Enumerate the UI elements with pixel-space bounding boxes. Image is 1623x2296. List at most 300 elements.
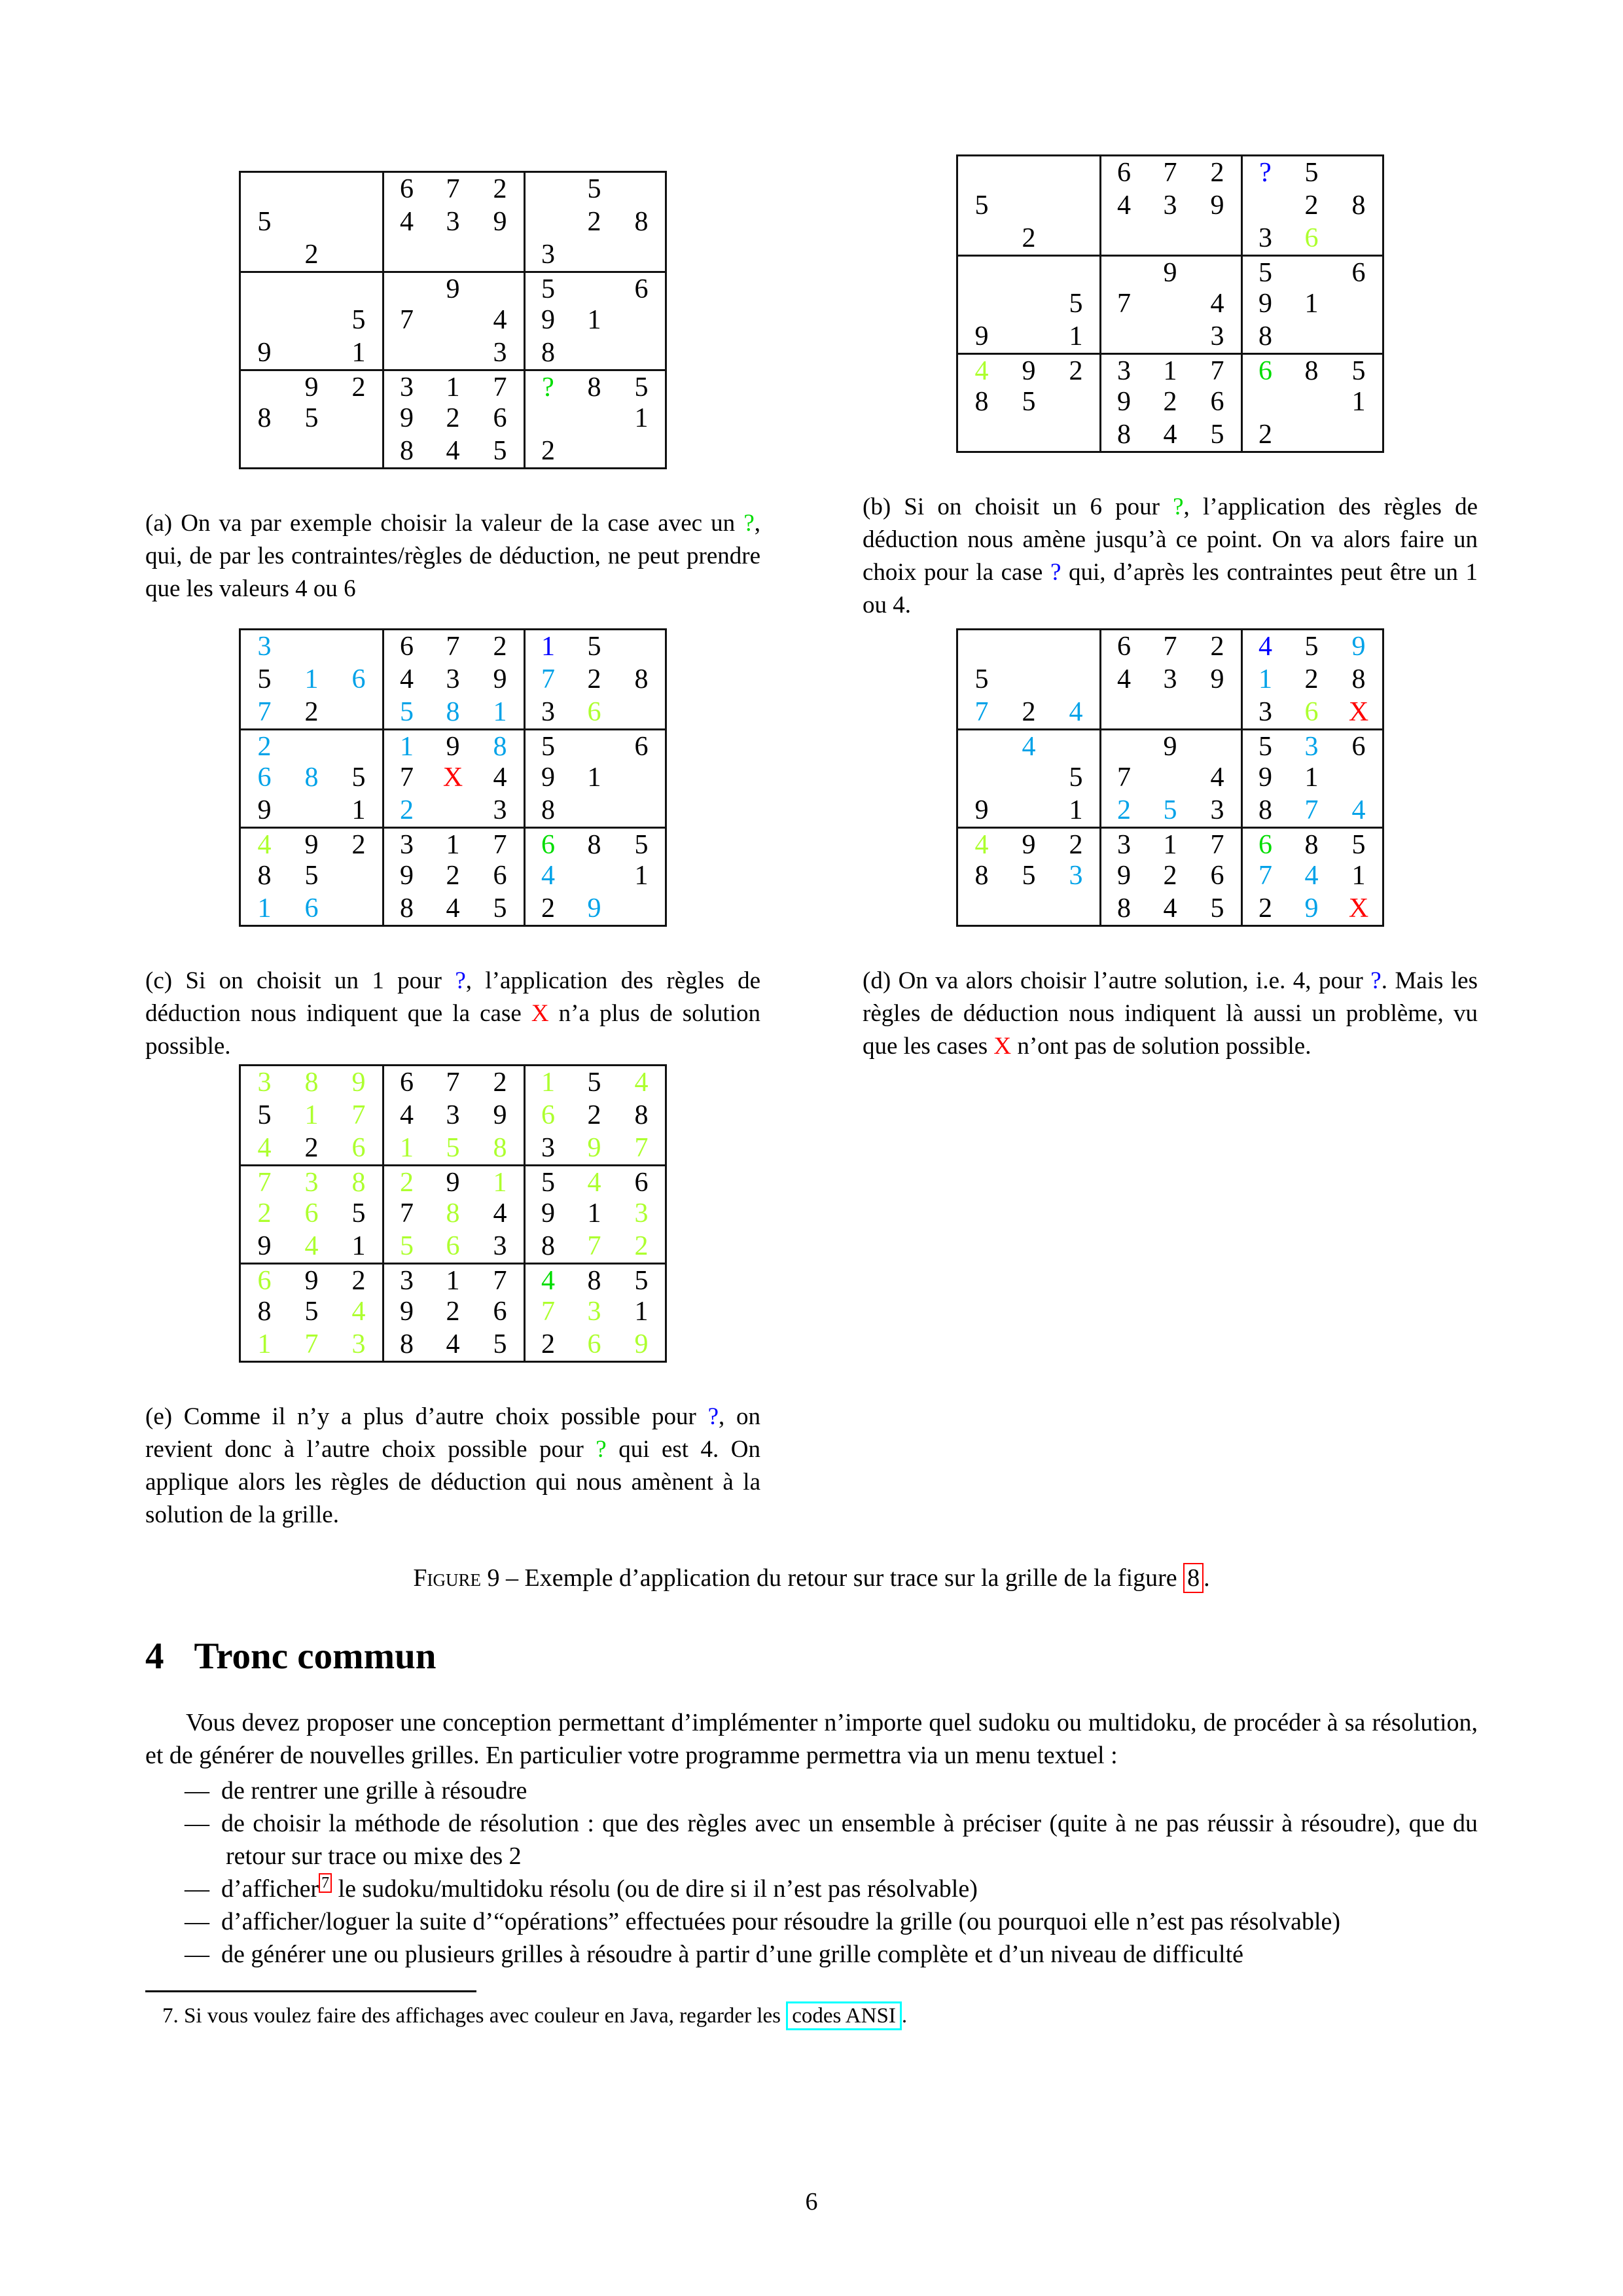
sudoku-cell: 6 — [1241, 827, 1288, 859]
colored-text: ? — [1173, 493, 1184, 520]
sudoku-cell — [335, 892, 382, 925]
sudoku-cell: 5 — [618, 369, 665, 402]
sudoku-cell — [571, 271, 618, 304]
sudoku-cell: 9 — [257, 795, 272, 825]
sudoku-cell: 7 — [1163, 158, 1177, 188]
list-item — [145, 1873, 1478, 1905]
sudoku-cell: 2 — [257, 1198, 272, 1229]
sudoku-cell: 2 — [1022, 223, 1036, 253]
sudoku-cell: 5 — [257, 664, 272, 694]
sudoku-cell: 8 — [634, 1100, 649, 1130]
sudoku-cell — [618, 238, 665, 271]
sudoku-cell: 5 — [1241, 728, 1288, 761]
sudoku-cell: 1 — [429, 827, 476, 859]
sudoku-cell: 5 — [1069, 289, 1083, 319]
sudoku-cell: 1 — [351, 1231, 366, 1261]
text-segment: d’afficher — [221, 1875, 319, 1903]
sudoku-cell: 6 — [1304, 223, 1319, 253]
sudoku-cell: 9 — [493, 664, 507, 694]
subcaption-c — [145, 965, 760, 1063]
sudoku-cell — [1099, 320, 1147, 353]
sudoku-cell: 2 — [446, 403, 460, 433]
sudoku-cell: 8 — [1241, 794, 1288, 827]
sudoku-cell — [288, 435, 335, 467]
sudoku-cell: 7 — [304, 1329, 319, 1359]
list-item-text — [221, 1810, 1478, 1870]
subfigure-b — [863, 154, 1478, 622]
sudoku-cell: 6 — [618, 1164, 665, 1197]
sudoku-cell: 2 — [241, 728, 288, 761]
sudoku-cell: 9 — [493, 1100, 507, 1130]
sudoku-cell: 4 — [958, 827, 1005, 859]
sudoku-cell: 5 — [587, 174, 601, 204]
sudoku-cell: 1 — [634, 1297, 649, 1327]
sudoku-cell: 2 — [335, 369, 382, 402]
sudoku-cell: 4 — [493, 1198, 507, 1229]
sudoku-cell — [335, 630, 382, 663]
subfigure-d — [863, 628, 1478, 1063]
sudoku-cell: 3 — [1163, 190, 1177, 221]
sudoku-cell: 3 — [446, 1100, 460, 1130]
sudoku-cell: 9 — [1147, 255, 1194, 287]
text-segment: (c) Si on choisit un 1 pour — [145, 967, 455, 994]
sudoku-cell — [618, 435, 665, 467]
sudoku-cell — [1052, 418, 1099, 451]
subfigure-e — [145, 1064, 760, 1532]
sudoku-cell — [288, 630, 335, 663]
sudoku-cell: 8 — [634, 664, 649, 694]
list-marker: — — [185, 1810, 209, 1837]
sudoku-cell: 6 — [351, 664, 366, 694]
sudoku-cell: 4 — [1210, 289, 1224, 319]
sudoku-cell: 5 — [587, 1067, 601, 1098]
sudoku-cell: 8 — [257, 403, 272, 433]
sudoku-cell — [288, 271, 335, 304]
sudoku-cell: 4 — [446, 436, 460, 466]
sudoku-cell — [1052, 630, 1099, 663]
sudoku-cell — [618, 892, 665, 925]
section-title: Tronc commun — [194, 1636, 437, 1677]
figure-ref-link[interactable]: 8 — [1183, 1563, 1204, 1593]
sudoku-cell: 4 — [1163, 420, 1177, 450]
sudoku-cell: 4 — [958, 353, 1005, 386]
sudoku-cell: 2 — [446, 1297, 460, 1327]
sudoku-cell — [335, 238, 382, 271]
colored-text: X — [993, 1033, 1012, 1060]
sudoku-cell: 5 — [1335, 353, 1382, 386]
sudoku-cell: 1 — [304, 664, 319, 694]
sudoku-cell — [335, 206, 382, 238]
sudoku-cell: 6 — [351, 1133, 366, 1163]
sudoku-cell: 9 — [382, 402, 429, 435]
sudoku-cell: 7 — [382, 1197, 429, 1230]
colored-text: ? — [743, 510, 755, 537]
sudoku-cell: 2 — [382, 1164, 429, 1197]
sudoku-cell: 8 — [382, 1328, 429, 1361]
sudoku-cell — [1241, 189, 1288, 222]
sudoku-cell — [1099, 728, 1147, 761]
sudoku-cell: 8 — [257, 1297, 272, 1327]
sudoku-cell: 9 — [382, 1295, 429, 1328]
sudoku-cell: 9 — [1005, 353, 1052, 386]
sudoku-cell: 4 — [382, 206, 429, 238]
sudoku-cell: 5 — [351, 762, 366, 793]
sudoku-cell: 8 — [446, 697, 460, 727]
sudoku-cell — [524, 206, 571, 238]
sudoku-cell: 3 — [1241, 696, 1288, 728]
sudoku-cell: 2 — [335, 1263, 382, 1295]
sudoku-cell: 3 — [634, 1198, 649, 1229]
sudoku-cell — [1335, 287, 1382, 320]
sudoku-cell: 7 — [257, 697, 272, 727]
sudoku-cell: 5 — [1022, 861, 1036, 891]
sudoku-cell: 6 — [382, 630, 429, 663]
text-segment: , l’application des règles de déduction nous amène jusqu’à ce point. On va alors faire un choix pour la case — [863, 493, 1478, 586]
sudoku-cell: 2 — [587, 664, 601, 694]
sudoku-cell — [288, 304, 335, 336]
list-item-text — [221, 1941, 1243, 1968]
sudoku-cell: 9 — [288, 369, 335, 402]
text-segment: de choisir la méthode de résolution : que des règles avec un ensemble à préciser (quite à ne pas réussir à résoudre), que du retour sur trace ou mixe des 2 — [221, 1810, 1478, 1870]
sudoku-cell: 1 — [1069, 795, 1083, 825]
sudoku-cell — [476, 238, 524, 271]
sudoku-cell: 6 — [524, 827, 571, 859]
sudoku-cell: 3 — [524, 238, 571, 271]
sudoku-cell: 9 — [634, 1329, 649, 1359]
sudoku-cell: 2 — [634, 1231, 649, 1261]
sudoku-cell: 8 — [335, 1164, 382, 1197]
sudoku-cell: 5 — [493, 893, 507, 924]
sudoku-cell — [429, 304, 476, 336]
sudoku-cell: 3 — [493, 338, 507, 368]
text-segment: (b) Si on choisit un 6 pour — [863, 493, 1173, 520]
sudoku-cell — [1241, 386, 1288, 418]
sudoku-cell: 5 — [524, 728, 571, 761]
sudoku-cell — [1147, 761, 1194, 794]
sudoku-cell: 8 — [1099, 892, 1147, 925]
sudoku-cell: 3 — [257, 1067, 272, 1098]
sudoku-cell: 3 — [493, 1231, 507, 1261]
sudoku-cell: 4 — [1099, 189, 1147, 222]
sudoku-cell — [1335, 761, 1382, 794]
sudoku-cell: 9 — [1005, 827, 1052, 859]
colored-text: ? — [1050, 559, 1061, 586]
sudoku-cell: 5 — [257, 1100, 272, 1130]
sudoku-cell — [571, 794, 618, 827]
sudoku-cell: 5 — [524, 271, 571, 304]
sudoku-cell: 9 — [429, 728, 476, 761]
sudoku-cell: 9 — [1210, 190, 1224, 221]
sudoku-cell: 6 — [304, 893, 319, 924]
sudoku-cell — [1005, 794, 1052, 827]
sudoku-cell: 2 — [304, 697, 319, 727]
sudoku-cell — [1005, 418, 1052, 451]
sudoku-cell: 3 — [288, 1164, 335, 1197]
sudoku-cell — [958, 630, 1005, 663]
sudoku-cell: 2 — [382, 794, 429, 827]
sudoku-cell: 9 — [1147, 728, 1194, 761]
sudoku-cell: 5 — [1210, 893, 1224, 924]
sudoku-cell — [288, 794, 335, 827]
sudoku-cell: 3 — [587, 1297, 601, 1327]
sudoku-cell: 8 — [1288, 827, 1335, 859]
sudoku-cell: 9 — [1351, 632, 1366, 662]
sudoku-cell: 6 — [1335, 728, 1382, 761]
sudoku-cell — [241, 238, 288, 271]
text-segment: de rentrer une grille à résoudre — [221, 1777, 527, 1804]
sudoku-cell: 6 — [257, 762, 272, 793]
sudoku-cell: 9 — [524, 1197, 571, 1230]
sudoku-cell — [958, 418, 1005, 451]
sudoku-cell: 7 — [476, 1263, 524, 1295]
sudoku-cell: 5 — [974, 190, 989, 221]
list-item — [145, 1807, 1478, 1873]
sudoku-cell: 2 — [1241, 892, 1288, 925]
sudoku-cell: 1 — [1351, 387, 1366, 417]
text-segment: . — [1204, 1564, 1210, 1592]
sudoku-cell: 7 — [524, 663, 571, 696]
sudoku-cell — [571, 402, 618, 435]
sudoku-cell: 8 — [1351, 190, 1366, 221]
sudoku-cell: 9 — [257, 1231, 272, 1261]
sudoku-cell — [1052, 663, 1099, 696]
sudoku-cell: 1 — [1304, 762, 1319, 793]
sudoku-cell: 6 — [1241, 353, 1288, 386]
sudoku-cell: 5 — [1022, 387, 1036, 417]
sudoku-cell — [1052, 222, 1099, 255]
sudoku-cell — [429, 238, 476, 271]
sudoku-cell: 4 — [1210, 762, 1224, 793]
sudoku-cell: 3 — [1241, 222, 1288, 255]
sudoku-cell: 7 — [1241, 859, 1288, 892]
sudoku-cell — [958, 222, 1005, 255]
sudoku-cell: 4 — [634, 1067, 649, 1098]
text-segment: Figure — [413, 1564, 481, 1592]
sudoku-grid-a — [239, 171, 667, 469]
sudoku-cell — [1335, 320, 1382, 353]
subfigure-c — [145, 628, 760, 1063]
text-segment: n’ont pas de solution possible. — [1011, 1033, 1311, 1060]
sudoku-cell: 5 — [1304, 158, 1319, 188]
sudoku-cell: 4 — [493, 762, 507, 793]
sudoku-cell: 6 — [241, 1263, 288, 1295]
sudoku-cell: 6 — [618, 728, 665, 761]
sudoku-cell — [335, 173, 382, 206]
sudoku-cell: 4 — [493, 305, 507, 335]
sudoku-cell: 9 — [429, 271, 476, 304]
sudoku-cell: 8 — [634, 207, 649, 237]
sudoku-cell: X — [442, 762, 463, 793]
sudoku-cell — [241, 435, 288, 467]
footnote — [145, 2001, 1478, 2030]
sudoku-cell: 5 — [618, 1263, 665, 1295]
sudoku-cell: ? — [1241, 156, 1288, 189]
list-item-text — [221, 1777, 527, 1804]
sudoku-cell: 9 — [1099, 859, 1147, 892]
sudoku-cell: 2 — [1210, 158, 1224, 188]
sudoku-cell: 5 — [1304, 632, 1319, 662]
sudoku-cell: 2 — [524, 435, 571, 467]
sudoku-cell — [335, 696, 382, 728]
sudoku-cell: 5 — [493, 1329, 507, 1359]
text-segment: d’afficher/loguer la suite d’“opérations” effectuées pour résoudre la grille (ou pourquoi elle n’est pas résolvable) — [221, 1908, 1341, 1935]
sudoku-cell: 8 — [974, 387, 989, 417]
subcaption-a — [145, 507, 760, 605]
sudoku-cell: 6 — [446, 1231, 460, 1261]
sudoku-cell: 9 — [493, 207, 507, 237]
subfigure-row-1 — [145, 154, 1478, 622]
sudoku-cell: 6 — [382, 173, 429, 206]
sudoku-cell — [1194, 728, 1241, 761]
figure-caption — [145, 1562, 1478, 1594]
sudoku-cell: 3 — [351, 1329, 366, 1359]
sudoku-cell: 7 — [974, 697, 989, 727]
sudoku-cell — [1147, 222, 1194, 255]
sudoku-cell: 6 — [587, 1329, 601, 1359]
subfigure-a — [145, 171, 760, 605]
list-item — [145, 1905, 1478, 1938]
text-segment: 7. Si vous voulez faire des affichages avec couleur en Java, regarder les — [162, 2004, 787, 2028]
sudoku-cell: 4 — [382, 663, 429, 696]
sudoku-cell: 2 — [335, 827, 382, 859]
sudoku-cell: 5 — [1241, 255, 1288, 287]
sudoku-cell: 6 — [304, 1198, 319, 1229]
sudoku-cell — [382, 336, 429, 369]
sudoku-cell: 1 — [1241, 663, 1288, 696]
sudoku-cell: 3 — [446, 207, 460, 237]
text-segment: . Mais les règles de déduction nous indiquent là aussi un problème, vu que les cases — [863, 967, 1478, 1060]
sudoku-cell — [1288, 255, 1335, 287]
text-segment: , qui, de par les contraintes/règles de déduction, ne peut prendre que les valeurs 4 ou 6 — [145, 510, 760, 602]
sudoku-cell: 4 — [241, 827, 288, 859]
sudoku-cell: 2 — [1210, 632, 1224, 662]
sudoku-cell — [958, 892, 1005, 925]
sudoku-cell — [1147, 696, 1194, 728]
sudoku-cell: 8 — [524, 336, 571, 369]
sudoku-cell — [1147, 320, 1194, 353]
sudoku-cell: 4 — [1304, 861, 1319, 891]
sudoku-cell: 5 — [382, 1230, 429, 1263]
sudoku-cell — [524, 173, 571, 206]
sudoku-cell — [335, 435, 382, 467]
sudoku-cell: 9 — [351, 1067, 366, 1098]
sudoku-cell — [1099, 255, 1147, 287]
sudoku-cell: 9 — [1241, 761, 1288, 794]
sudoku-cell: 5 — [304, 403, 319, 433]
sudoku-cell: 8 — [1099, 418, 1147, 451]
sudoku-cell — [618, 173, 665, 206]
sudoku-cell: 6 — [1099, 630, 1147, 663]
sudoku-cell: 6 — [1335, 255, 1382, 287]
sudoku-cell: 3 — [1099, 827, 1147, 859]
sudoku-cell: 1 — [429, 369, 476, 402]
sudoku-cell — [1099, 222, 1147, 255]
sudoku-cell — [958, 255, 1005, 287]
sudoku-cell: 4 — [1241, 630, 1288, 663]
sudoku-cell — [958, 287, 1005, 320]
sudoku-cell: 7 — [351, 1100, 366, 1130]
sudoku-cell: 1 — [257, 893, 272, 924]
sudoku-cell: 9 — [524, 304, 571, 336]
sudoku-cell: 9 — [1099, 386, 1147, 418]
sudoku-grid-d — [956, 628, 1384, 927]
sudoku-cell: 6 — [493, 1297, 507, 1327]
sudoku-cell: 3 — [1099, 353, 1147, 386]
sudoku-cell — [241, 173, 288, 206]
sudoku-cell — [571, 728, 618, 761]
sudoku-cell: 6 — [524, 1099, 571, 1132]
sudoku-cell — [1052, 189, 1099, 222]
sudoku-cell: 3 — [524, 1132, 571, 1164]
sudoku-cell: 8 — [524, 1230, 571, 1263]
sudoku-cell: 7 — [524, 1295, 571, 1328]
sudoku-cell: 2 — [524, 1328, 571, 1361]
sudoku-cell — [335, 859, 382, 892]
sudoku-cell — [335, 402, 382, 435]
sudoku-cell — [1005, 761, 1052, 794]
sudoku-cell: 3 — [1210, 795, 1224, 825]
list-item-text — [221, 1908, 1340, 1935]
sudoku-cell: 1 — [1351, 861, 1366, 891]
sudoku-cell: 8 — [446, 1198, 460, 1229]
sudoku-cell: 2 — [587, 207, 601, 237]
sudoku-cell — [476, 271, 524, 304]
sudoku-cell: 7 — [587, 1231, 601, 1261]
sudoku-cell: 2 — [524, 892, 571, 925]
text-segment: le sudoku/multidoku résolu (ou de dire si il n’est pas résolvable) — [332, 1875, 978, 1903]
sudoku-cell — [335, 728, 382, 761]
sudoku-cell — [241, 271, 288, 304]
sudoku-cell: 2 — [1304, 190, 1319, 221]
sudoku-cell: 5 — [1210, 420, 1224, 450]
sudoku-cell: 9 — [382, 859, 429, 892]
text-segment: qui est 4. On applique alors les règles de déduction qui nous amènent à la solution de la grille. — [145, 1436, 760, 1528]
sudoku-cell — [1335, 222, 1382, 255]
sudoku-cell: 3 — [382, 1263, 429, 1295]
footnote-ref-link[interactable]: 7 — [319, 1873, 332, 1893]
sudoku-cell: 4 — [304, 1231, 319, 1261]
sudoku-cell — [429, 336, 476, 369]
sudoku-cell: 8 — [257, 861, 272, 891]
menu-feature-list — [145, 1774, 1478, 1971]
sudoku-cell: 3 — [257, 632, 272, 662]
text-segment: qui, d’après les contraintes peut être un 1 ou 4. — [863, 559, 1478, 619]
sudoku-cell — [618, 630, 665, 663]
sudoku-cell — [288, 173, 335, 206]
sudoku-cell: 1 — [587, 305, 601, 335]
sudoku-cell: 7 — [476, 827, 524, 859]
colored-text: ? — [1370, 967, 1382, 994]
page-number: 6 — [805, 2188, 818, 2215]
list-marker: — — [185, 1875, 209, 1903]
sudoku-cell — [241, 369, 288, 402]
sudoku-cell: 5 — [257, 207, 272, 237]
list-marker: — — [185, 1908, 209, 1935]
sudoku-cell: 9 — [288, 1263, 335, 1295]
sudoku-cell: 2 — [493, 1067, 507, 1098]
sudoku-cell: 1 — [1147, 827, 1194, 859]
sudoku-cell — [1052, 892, 1099, 925]
external-link[interactable]: codes ANSI — [786, 2001, 902, 2030]
sudoku-cell: 8 — [1351, 664, 1366, 694]
sudoku-cell: 6 — [382, 1066, 429, 1099]
sudoku-cell: 1 — [524, 1066, 571, 1099]
sudoku-cell: 3 — [524, 696, 571, 728]
sudoku-cell — [618, 696, 665, 728]
sudoku-cell: ? — [524, 369, 571, 402]
sudoku-cell: 1 — [493, 697, 507, 727]
text-segment: , l’application des règles de déduction nous indiquent que la case — [145, 967, 760, 1027]
